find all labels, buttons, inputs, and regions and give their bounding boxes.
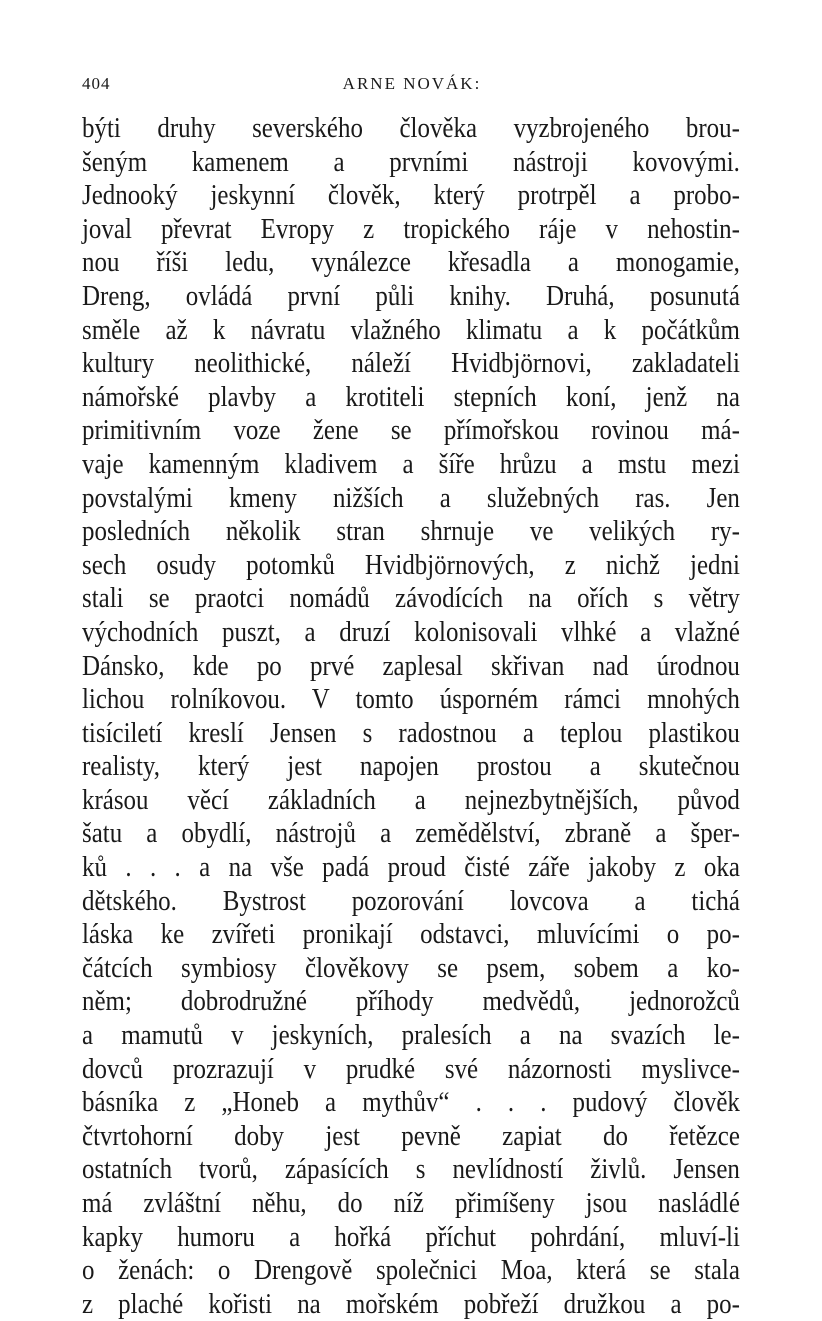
text-line: lichou rolníkovou. V tomto úsporném rámci mnohých xyxy=(82,683,740,716)
text-line: o ženách: o Drengově společnici Moa, která se stala xyxy=(82,1254,740,1287)
text-line: šatu a obydlí, nástrojů a zemědělství, zbraně a šper- xyxy=(82,817,740,850)
text-line: kapky humoru a hořká příchut pohrdání, mluví-li xyxy=(82,1220,740,1253)
text-line: stali se praotci nomádů závodících na ořích s větry xyxy=(82,582,740,615)
text-line: námořské plavby a krotiteli stepních koní, jenž na xyxy=(82,380,740,413)
running-head xyxy=(82,74,742,96)
text-line: čátcích symbiosy člověkovy se psem, sobem a ko- xyxy=(82,951,740,984)
text-line: vaje kamenným kladivem a šíře hrůzu a mstu mezi xyxy=(82,447,740,480)
text-line: joval převrat Evropy z tropického ráje v nehostin- xyxy=(82,212,740,245)
text-line: šeným kamenem a prvními nástroji kovovými. xyxy=(82,145,740,178)
text-line: směle až k návratu vlažného klimatu a k počátkům xyxy=(82,313,740,346)
body-text xyxy=(82,112,740,1321)
text-line: ostatních tvorů, zápasících s nevlídností živlů. Jensen xyxy=(82,1153,740,1186)
text-line: povstalými kmeny nižších a služebných ras. Jen xyxy=(82,481,740,514)
text-line: primitivním voze žene se přímořskou rovinou má- xyxy=(82,414,740,447)
text-line: býti druhy severského člověka vyzbrojeného brou- xyxy=(82,112,740,144)
text-line: básníka z „Honeb a mythův“ . . . pudový člověk xyxy=(82,1086,740,1119)
text-line: východních puszt, a druzí kolonisovali vlhké a vlažné xyxy=(82,615,740,648)
text-line: Dreng, ovládá první půli knihy. Druhá, posunutá xyxy=(82,279,740,312)
text-line: krásou věcí základních a nejnezbytnějších, původ xyxy=(82,783,740,816)
text-line: dovců prozrazují v prudké své názornosti myslivce- xyxy=(82,1052,740,1085)
text-line: dětského. Bystrost pozorování lovcova a tichá xyxy=(82,884,740,917)
text-line: a mamutů v jeskyních, pralesích a na svazích le- xyxy=(82,1019,740,1052)
text-line: z plaché kořisti na mořském pobřeží družkou a po- xyxy=(82,1287,740,1320)
text-line: posledních několik stran shrnuje ve velikých ry- xyxy=(82,515,740,548)
text-line: má zvláštní něhu, do níž přimíšeny jsou nasládlé xyxy=(82,1187,740,1219)
text-line: realisty, který jest napojen prostou a skutečnou xyxy=(82,750,740,783)
text-line: sech osudy potomků Hvidbjörnových, z nichž jedni xyxy=(82,548,740,581)
text-line: láska ke zvířeti pronikají odstavci, mluvícími o po- xyxy=(82,918,740,951)
text-line: kultury neolithické, náleží Hvidbjörnovi, zakladateli xyxy=(82,347,740,380)
text-line: ků . . . a na vše padá proud čisté záře jakoby z oka xyxy=(82,851,740,884)
text-line: čtvrtohorní doby jest pevně zapiat do řetězce xyxy=(82,1119,740,1152)
text-line: něm; dobrodružné příhody medvědů, jednorožců xyxy=(82,985,740,1018)
running-title: ARNE NOVÁK: xyxy=(342,74,482,93)
text-line: tisíciletí kreslí Jensen s radostnou a teplou plastikou xyxy=(82,716,740,749)
text-line: nou říši ledu, vynálezce křesadla a monogamie, xyxy=(82,246,740,279)
text-line: Jednooký jeskynní člověk, který protrpěl a probo- xyxy=(82,179,740,212)
text-line: Dánsko, kde po prvé zaplesal skřivan nad úrodnou xyxy=(82,649,740,682)
page-number: 404 xyxy=(82,74,111,93)
